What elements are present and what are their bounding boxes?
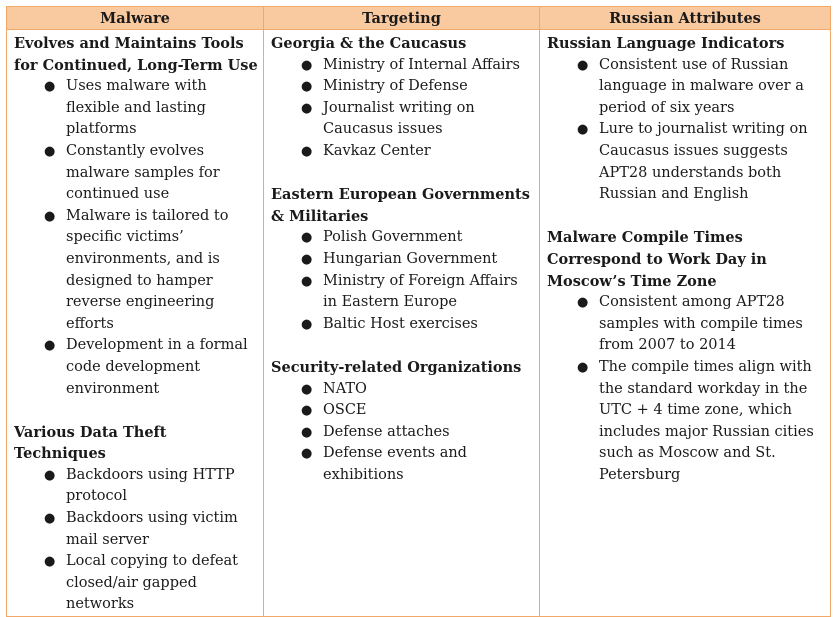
header-malware: Malware [7, 7, 264, 30]
list-item [271, 76, 535, 98]
list-item-text: The compile times align with the standard workday in the UTC + 4 time zone, which includes major Russian cities such as Moscow and St. Petersburg [599, 358, 814, 483]
bullet-icon: ● [301, 273, 313, 289]
bullet-icon: ● [44, 511, 56, 527]
list-item [271, 443, 535, 486]
bullet-list [14, 465, 259, 616]
header-row [7, 7, 831, 30]
bullet-icon: ● [577, 57, 589, 73]
list-item-text: Ministry of Foreign Affairs in Eastern Europe [323, 272, 518, 311]
list-item-text: Kavkaz Center [323, 142, 431, 159]
content-row [7, 30, 831, 617]
list-item-text: Backdoors using victim mail server [66, 510, 238, 548]
bullet-icon: ● [301, 230, 313, 246]
section-title: Malware Compile Times Correspond to Work Day in Moscow’s Time Zone [547, 229, 767, 290]
list-item [14, 76, 259, 141]
section-title: Security-related Organizations [271, 358, 522, 376]
bullet-icon: ● [301, 381, 313, 397]
list-item [14, 465, 259, 508]
bullet-list [271, 55, 535, 163]
bullet-icon: ● [44, 143, 56, 159]
list-item [14, 551, 259, 616]
bullet-icon: ● [44, 338, 56, 354]
bullet-icon: ● [577, 122, 589, 138]
list-item-text: NATO [323, 380, 367, 397]
list-item-text: Hungarian Government [323, 250, 498, 267]
list-item-text: Lure to journalist writing on Caucasus issues suggests APT28 understands both Russian and English [599, 121, 808, 203]
bullet-icon: ● [301, 57, 313, 73]
list-item-text: Consistent among APT28 samples with compile times from 2007 to 2014 [599, 294, 803, 354]
targeting-column [264, 30, 540, 617]
header-targeting: Targeting [264, 7, 540, 30]
bullet-icon: ● [44, 554, 56, 570]
header-russian-attributes: Russian Attributes [540, 7, 831, 30]
list-item [14, 141, 259, 206]
list-item-text: Malware is tailored to specific victims’ environments, and is designed to hamper reverse engineering efforts [66, 207, 229, 332]
list-item [271, 400, 535, 422]
bullet-icon: ● [44, 467, 56, 483]
list-item [271, 314, 535, 336]
list-item [271, 271, 535, 314]
list-item [271, 422, 535, 444]
russian-attributes-column [540, 30, 831, 617]
bullet-icon: ● [44, 79, 56, 95]
list-item-text: Baltic Host exercises [323, 315, 478, 332]
bullet-icon: ● [301, 100, 313, 116]
list-item-text: Uses malware with flexible and lasting platforms [66, 78, 207, 138]
section-title: Eastern European Governments & Militaries [271, 186, 530, 225]
list-item-text: Local copying to defeat closed/air gapped networks [66, 553, 239, 613]
list-item [271, 141, 535, 163]
bullet-list [547, 292, 826, 486]
list-item-text: Polish Government [323, 229, 463, 246]
list-item [271, 379, 535, 401]
list-item-text: Ministry of Defense [323, 78, 468, 95]
section-title: Evolves and Maintains Tools for Continued, Long-Term Use [14, 35, 258, 74]
list-item-text: Constantly evolves malware samples for continued use [66, 142, 220, 203]
list-item-text: Defense events and exhibitions [323, 445, 467, 483]
list-item-text: Development in a formal code development environment [66, 337, 248, 397]
list-item-text: OSCE [323, 402, 367, 419]
bullet-icon: ● [44, 208, 56, 224]
list-item [547, 119, 826, 205]
list-item [14, 508, 259, 551]
section-title: Russian Language Indicators [547, 35, 785, 52]
list-item [271, 55, 535, 77]
bullet-icon: ● [301, 424, 313, 440]
bullet-icon: ● [577, 295, 589, 311]
bullet-icon: ● [301, 143, 313, 159]
list-item [547, 357, 826, 487]
bullet-icon: ● [301, 446, 313, 462]
bullet-icon: ● [301, 316, 313, 332]
list-item-text: Journalist writing on Caucasus issues [323, 99, 475, 138]
bullet-icon: ● [301, 403, 313, 419]
list-item-text: Ministry of Internal Affairs [323, 56, 520, 73]
bullet-list [271, 379, 535, 487]
list-item-text: Backdoors using HTTP protocol [66, 466, 235, 505]
bullet-icon: ● [577, 359, 589, 375]
apt28-summary-table [6, 6, 831, 617]
bullet-icon: ● [301, 251, 313, 267]
section-spacer [271, 163, 535, 185]
bullet-icon: ● [301, 79, 313, 95]
bullet-list [271, 227, 535, 335]
section-title: Georgia & the Caucasus [271, 35, 467, 52]
list-item-text: Consistent use of Russian language in malware over a period of six years [599, 56, 804, 116]
section-spacer [547, 206, 826, 228]
bullet-list [547, 55, 826, 206]
bullet-list [14, 76, 259, 400]
list-item [547, 55, 826, 120]
list-item [14, 335, 259, 400]
section-spacer [14, 400, 259, 422]
list-item [14, 206, 259, 336]
list-item [271, 98, 535, 141]
section-title: Various Data Theft Techniques [14, 423, 167, 463]
list-item [271, 227, 535, 249]
list-item [547, 292, 826, 357]
section-spacer [271, 335, 535, 357]
malware-column [7, 30, 264, 617]
list-item-text: Defense attaches [323, 423, 450, 440]
list-item [271, 249, 535, 271]
